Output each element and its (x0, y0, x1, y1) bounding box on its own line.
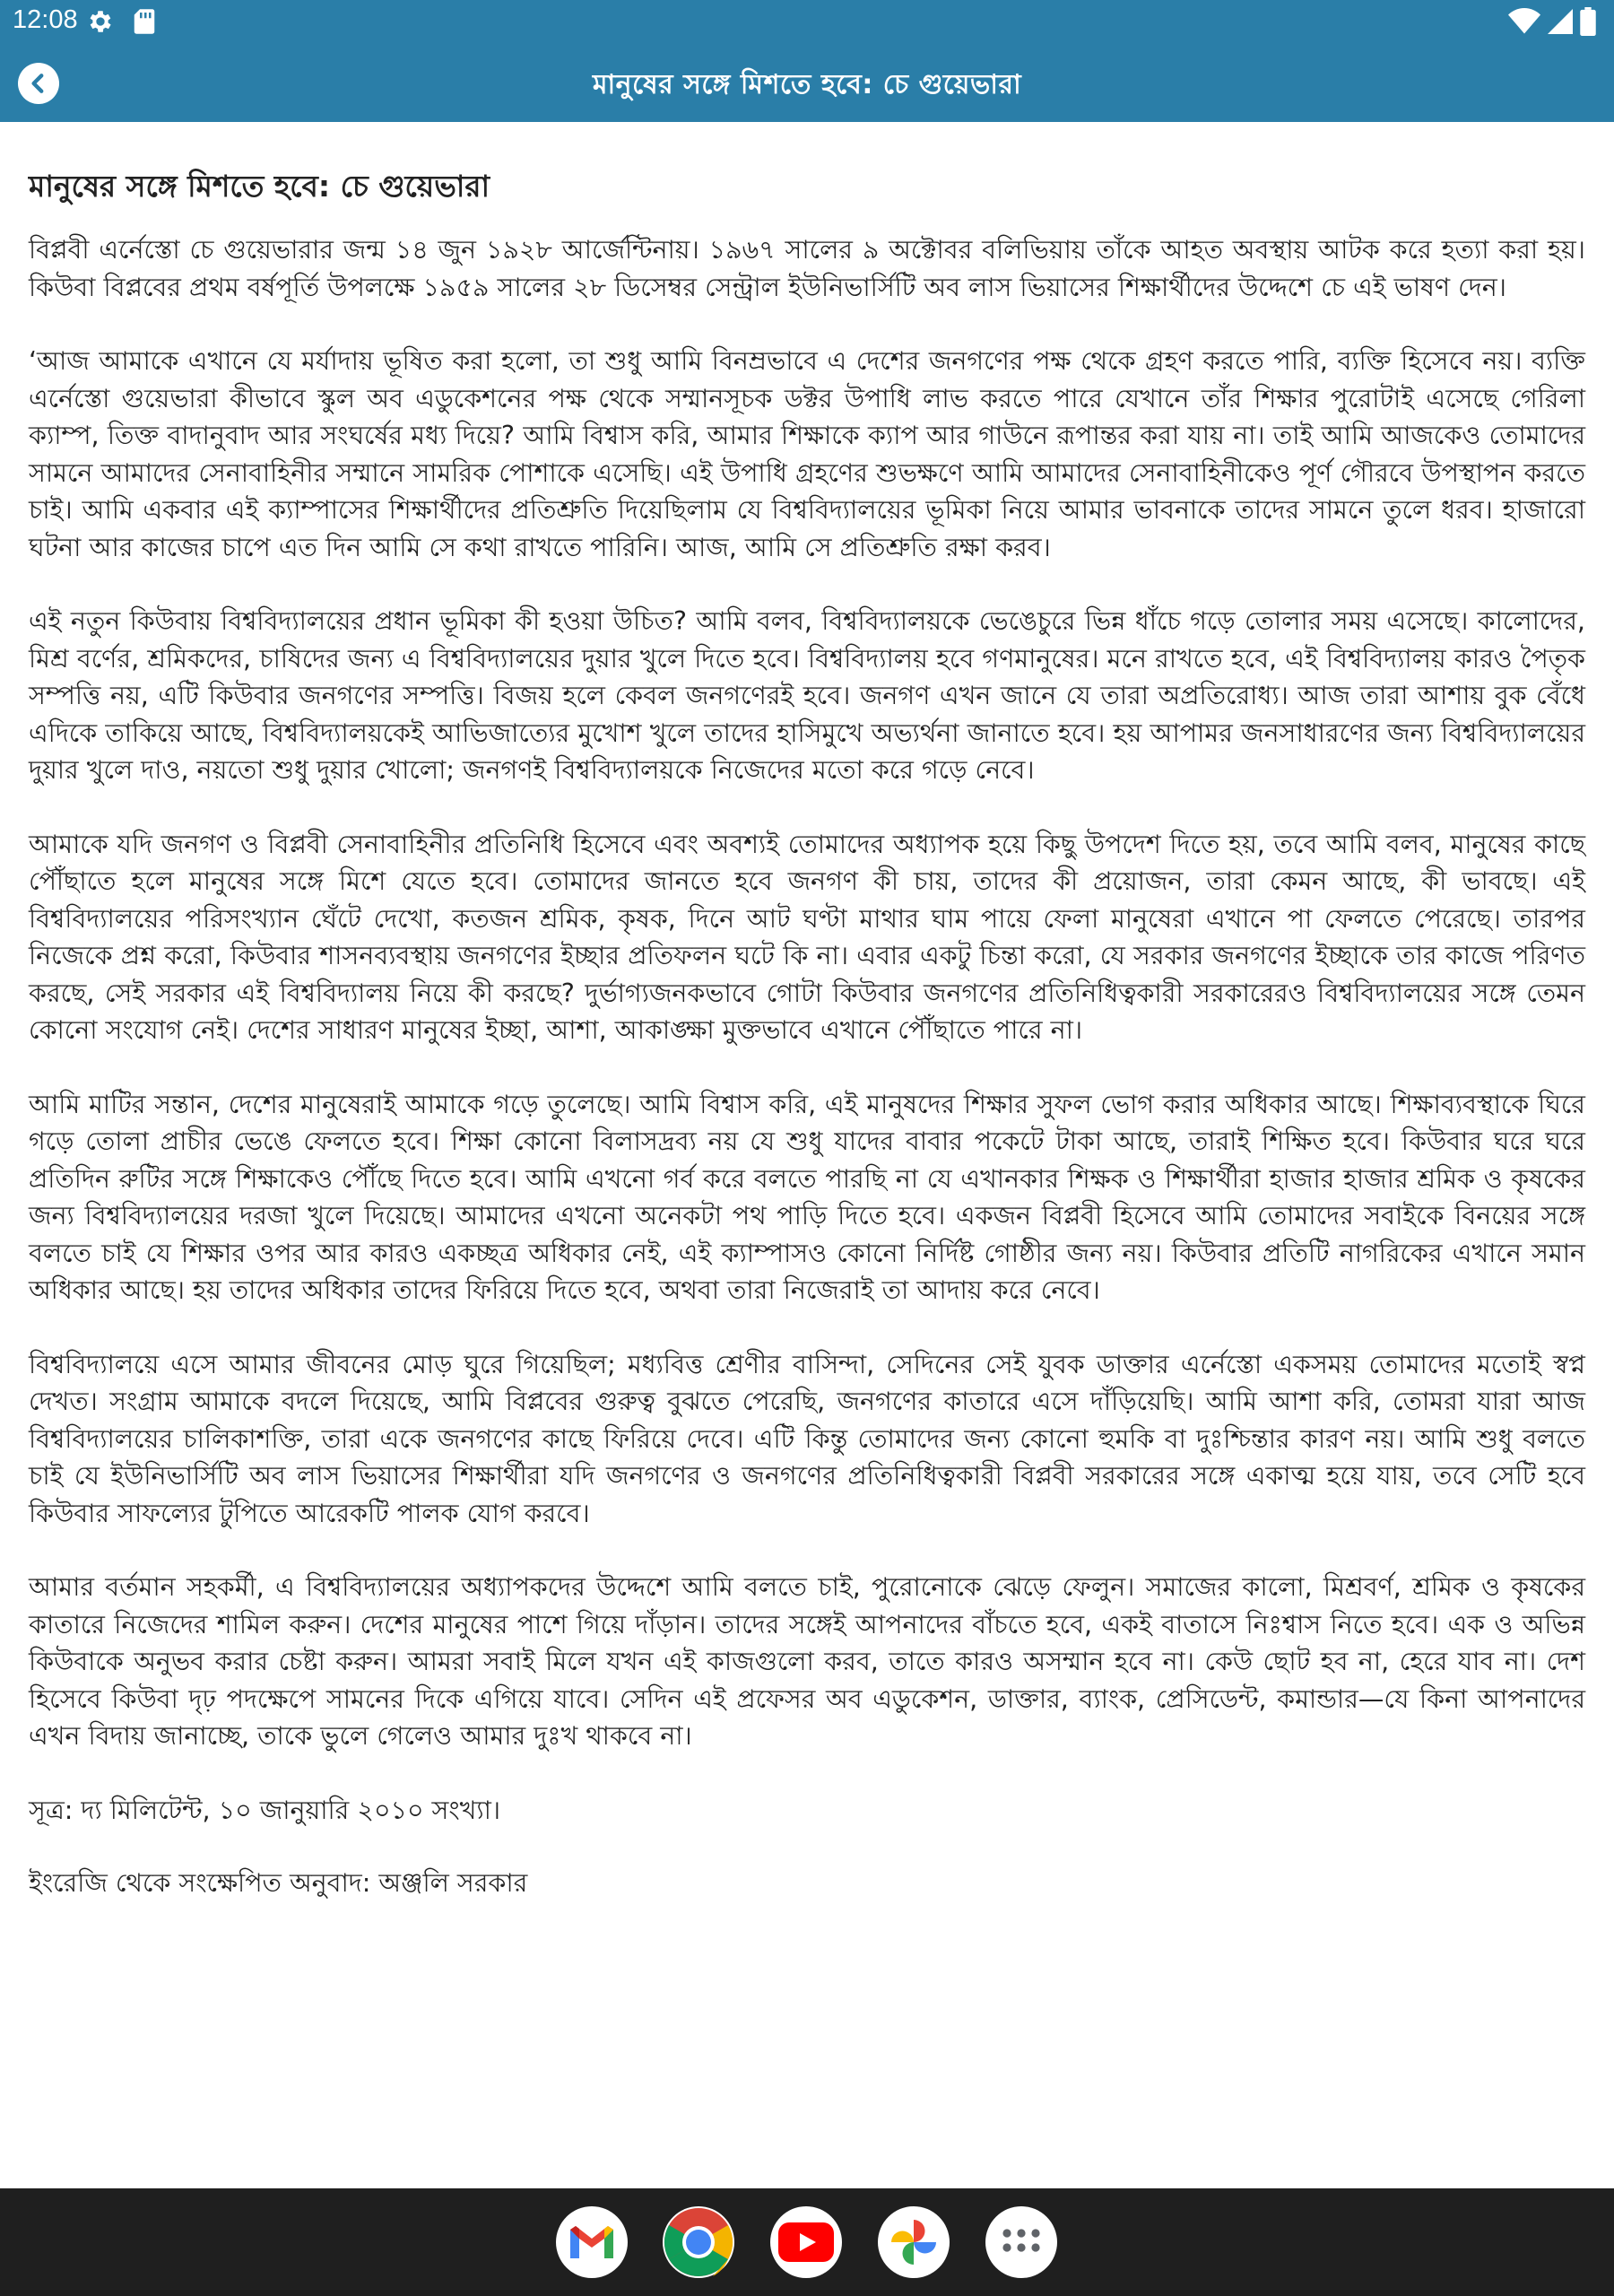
article-paragraph: এই নতুন কিউবায় বিশ্ববিদ্যালয়ের প্রধান ভূমিকা কী হওয়া উচিত? আমি বলব, বিশ্ববিদ্যালয়কে ভেঙেচুরে ভিন্ন ধাঁচে গড়ে তোলার সময় এসেছে। কালোদের, মিশ্র বর্ণের, শ্রমিকদের, চাষিদের জন্য এ বিশ্ববিদ্যালয়ের দুয়ার খুলে দিতে হবে। বিশ্ববিদ্যালয় হবে গণমানুষের। মনে রাখতে হবে, এই বিশ্ববিদ্যালয় কারও পৈতৃক সম্পত্তি নয়, এটি কিউবার জনগণের সম্পত্তি। বিজয় হলে কেবল জনগণেরই হবে। জনগণ এখন জানে যে তারা অপ্রতিরোধ্য। আজ তারা আশায় বুক বেঁধে এদিকে তাকিয়ে আছে, বিশ্ববিদ্যালয়কেই আভিজাত্যের মুখোশ খুলে তাদের হাসিমুখে অভ্যর্থনা জানাতে হবে। হয় আপামর জনসাধারণের জন্য বিশ্ববিদ্যালয়ের দুয়ার খুলে দাও, নয়তো শুধু দুয়ার খোলো; জনগণই বিশ্ববিদ্যালয়কে নিজেদের মতো করে গড়ে নেবে। (29, 606, 1585, 785)
app-bar-title: মানুষের সঙ্গে মিশতে হবে: চে গুয়েভারা (592, 69, 1022, 100)
article-paragraph: আমাকে যদি জনগণ ও বিপ্লবী সেনাবাহিনীর প্রতিনিধি হিসেবে এবং অবশ্যই তোমাদের অধ্যাপক হয়ে কিছু উপদেশ দিতে হয়, তবে আমি বলব, মানুষের কাছে পৌঁছাতে হলে মানুষের সঙ্গে মিশে যেতে হবে। তোমাদের জানতে হবে জনগণ কী চায়, তাদের কী প্রয়োজন, তারা কেমন আছে, কী ভাবছে। এই বিশ্ববিদ্যালয়ের পরিসংখ্যান ঘেঁটে দেখো, কতজন শ্রমিক, কৃষক, দিনে আট ঘণ্টা মাথার ঘাম পায়ে ফেলা মানুষেরা এখানে পা ফেলতে পেরেছে। তারপর নিজেকে প্রশ্ন করো, কিউবার শাসনব্যবস্থায় জনগণের ইচ্ছার প্রতিফলন ঘটে কি না। এবার একটু চিন্তা করো, যে সরকার জনগণের ইচ্ছাকে তার কাজে পরিণত করছে, সেই সরকার এই বিশ্ববিদ্যালয় নিয়ে কী করছে? দুর্ভাগ্যজনকভাবে গোটা কিউবার জনগণের প্রতিনিধিত্বকারী সরকারেরও বিশ্ববিদ্যালয়ের সঙ্গে তেমন কোনো সংযোগ নেই। দেশের সাধারণ মানুষের ইচ্ছা, আশা, আকাঙ্ক্ষা মুক্তভাবে এখানে পৌঁছাতে পারে না। (29, 829, 1586, 1045)
sd-card-icon (133, 8, 156, 35)
article-paragraph: ‘আজ আমাকে এখানে যে মর্যাদায় ভূষিত করা হলো, তা শুধু আমি বিনম্রভাবে এ দেশের জনগণের পক্ষ থেকে গ্রহণ করতে পারি, ব্যক্তি হিসেবে নয়। ব্যক্তি এর্নেস্তো গুয়েভারা কীভাবে স্কুল অব এডুকেশনের পক্ষ থেকে সম্মানসূচক ডক্টর উপাধি লাভ করতে পারে যেখানে তাঁর শিক্ষার পুরোটাই এসেছে গেরিলা ক্যাম্প, তিক্ত বাদানুবাদ আর সংঘর্ষের মধ্য দিয়ে? আমি বিশ্বাস করি, আমার শিক্ষাকে ক্যাপ আর গাউনে রূপান্তর করা যায় না। তাই আমি আজকেও তোমাদের সামনে আমাদের সেনাবাহিনীর সম্মানে সামরিক পোশাকে এসেছি। এই উপাধি গ্রহণের শুভক্ষণে আমি আমাদের সেনাবাহিনীকেও পূর্ণ গৌরবে উপস্থাপন করতে চাই। আমি একবার এই ক্যাম্পাসের শিক্ষার্থীদের প্রতিশ্রুতি দিয়েছিলাম যে বিশ্ববিদ্যালয়ের ভূমিকা নিয়ে আমার ভাবনাকে তাদের সামনে তুলে ধরব। হাজারো ঘটনা আর কাজের চাপে এত দিন আমি সে কথা রাখতে পারিনি। আজ, আমি সে প্রতিশ্রুতি রক্ষা করব। (29, 346, 1585, 562)
article-paragraph: আমি মাটির সন্তান, দেশের মানুষেরাই আমাকে গড়ে তুলেছে। আমি বিশ্বাস করি, এই মানুষদের শিক্ষার সুফল ভোগ করার অধিকার আছে। শিক্ষাব্যবস্থাকে ঘিরে গড়ে তোলা প্রাচীর ভেঙে ফেলতে হবে। শিক্ষা কোনো বিলাসদ্রব্য নয় যে শুধু যাদের বাবার পকেটে টাকা আছে, তারাই শিক্ষিত হবে। কিউবার ঘরে ঘরে প্রতিদিন রুটির সঙ্গে শিক্ষাকেও পৌঁছে দিতে হবে। আমি এখনো গর্ব করে বলতে পারছি না যে এখানকার শিক্ষক ও শিক্ষার্থীরা হাজার হাজার শ্রমিক ও কৃষকের জন্য বিশ্ববিদ্যালয়ের দরজা খুলে দিয়েছে। আমাদের এখনো অনেকটা পথ পাড়ি দিতে হবে। একজন বিপ্লবী হিসেবে আমি তোমাদের সবাইকে বিনয়ের সঙ্গে বলতে চাই যে শিক্ষার ওপর আর কারও একচ্ছত্র অধিকার নেই, এই ক্যাম্পাসও কোনো নির্দিষ্ট গোষ্ঠীর জন্য নয়। কিউবার প্রতিটি নাগরিকের এখানে সমান অধিকার আছে। হয় তাদের অধিকার তাদের ফিরিয়ে দিতে হবে, অথবা তারা নিজেরাই তা আদায় করে নেবে। (29, 1089, 1585, 1305)
article-paragraph: বিপ্লবী এর্নেস্তো চে গুয়েভারার জন্ম ১৪ জুন ১৯২৮ আর্জেন্টিনায়। ১৯৬৭ সালের ৯ অক্টোবর বলিভিয়ায় তাঁকে আহত অবস্থায় আটক করে হত্যা করা হয়। কিউবা বিপ্লবের প্রথম বর্ষপূর্তি উপলক্ষে ১৯৫৯ সালের ২৮ ডিসেম্বর সেন্ট্রাল ইউনিভার্সিটি অব লাস ভিয়াসের শিক্ষার্থীদের উদ্দেশে চে এই ভাষণ দেন। (29, 235, 1585, 302)
article-translator: ইংরেজি থেকে সংক্ষেপিত অনুবাদ: অঞ্জলি সরকার (29, 1868, 528, 1898)
chrome-icon (663, 2206, 734, 2278)
status-bar (0, 0, 1614, 43)
gmail-app[interactable] (556, 2206, 628, 2278)
wifi-icon (1508, 8, 1540, 35)
app-bar (0, 43, 1614, 122)
youtube-app[interactable] (770, 2206, 842, 2278)
chrome-app[interactable] (663, 2206, 734, 2278)
article-heading: মানুষের সঙ্গে মিশতে হবে: চে গুয়েভারা (29, 169, 490, 204)
article-paragraph: আমার বর্তমান সহকর্মী, এ বিশ্ববিদ্যালয়ের অধ্যাপকদের উদ্দেশে আমি বলতে চাই, পুরোনোকে ঝেড়ে ফেলুন। সমাজের কালো, মিশ্রবর্ণ, শ্রমিক ও কৃষকের কাতারে নিজেদের শামিল করুন। দেশের মানুষের পাশে গিয়ে দাঁড়ান। তাদের সঙ্গেই আপনাদের বাঁচতে হবে, একই বাতাসে নিঃশ্বাস নিতে হবে। এক ও অভিন্ন কিউবাকে অনুভব করার চেষ্টা করুন। আমরা সবাই মিলে যখন এই কাজগুলো করব, তাতে কারও অসম্মান হবে না। কেউ ছোট হব না, হেরে যাব না। দেশ হিসেবে কিউবা দৃঢ় পদক্ষেপে সামনের দিকে এগিয়ে যাবে। সেদিন এই প্রফেসর অব এডুকেশন, ডাক্তার, ব্যাংক, প্রেসিডেন্ট, কমান্ডার—যে কিনা আপনাদের এখন বিদায় জানাচ্ছে, তাকে ভুলে গেলেও আমার দুঃখ থাকবে না। (29, 1572, 1585, 1751)
article-paragraph: বিশ্ববিদ্যালয়ে এসে আমার জীবনের মোড় ঘুরে গিয়েছিল; মধ্যবিত্ত শ্রেণীর বাসিন্দা, সেদিনের সেই যুবক ডাক্তার এর্নেস্তো একসময় তোমাদের মতোই স্বপ্ন দেখত। সংগ্রাম আমাকে বদলে দিয়েছে, আমি বিপ্লবের গুরুত্ব বুঝতে পেরেছি, জনগণের কাতারে এসে দাঁড়িয়েছি। আমি আশা করি, তোমরা যারা আজ বিশ্ববিদ্যালয়ের চালিকাশক্তি, তারা একে জনগণের কাছে ফিরিয়ে দেবে। এটি কিন্তু তোমাদের জন্য কোনো হুমকি বা দুঃশ্চিন্তার কারণ নয়। আমি শুধু বলতে চাই যে ইউনিভার্সিটি অব লাস ভিয়াসের শিক্ষার্থীরা যদি জনগণের ও জনগণের প্রতিনিধিত্বকারী বিপ্লবী সরকারের সঙ্গে একাত্ম হয়ে যায়, তবে সেটি হবে কিউবার সাফল্যের টুপিতে আরেকটি পালক যোগ করবে। (29, 1349, 1585, 1528)
photos-icon (887, 2215, 941, 2269)
settings-gear-icon (86, 7, 115, 36)
youtube-icon (778, 2222, 834, 2262)
article-content (29, 167, 1585, 1939)
app-drawer-icon (1002, 2228, 1041, 2257)
battery-icon (1580, 7, 1596, 36)
app-dock (0, 2188, 1614, 2296)
photos-app[interactable] (878, 2206, 950, 2278)
gmail-icon (567, 2222, 617, 2262)
signal-icon (1548, 8, 1573, 35)
app-drawer-button[interactable] (985, 2206, 1057, 2278)
article-source: সূত্র: দ্য মিলিটেন্ট, ১০ জানুয়ারি ২০১০ সংখ্যা। (29, 1795, 501, 1825)
status-time: 12:08 (13, 5, 78, 34)
